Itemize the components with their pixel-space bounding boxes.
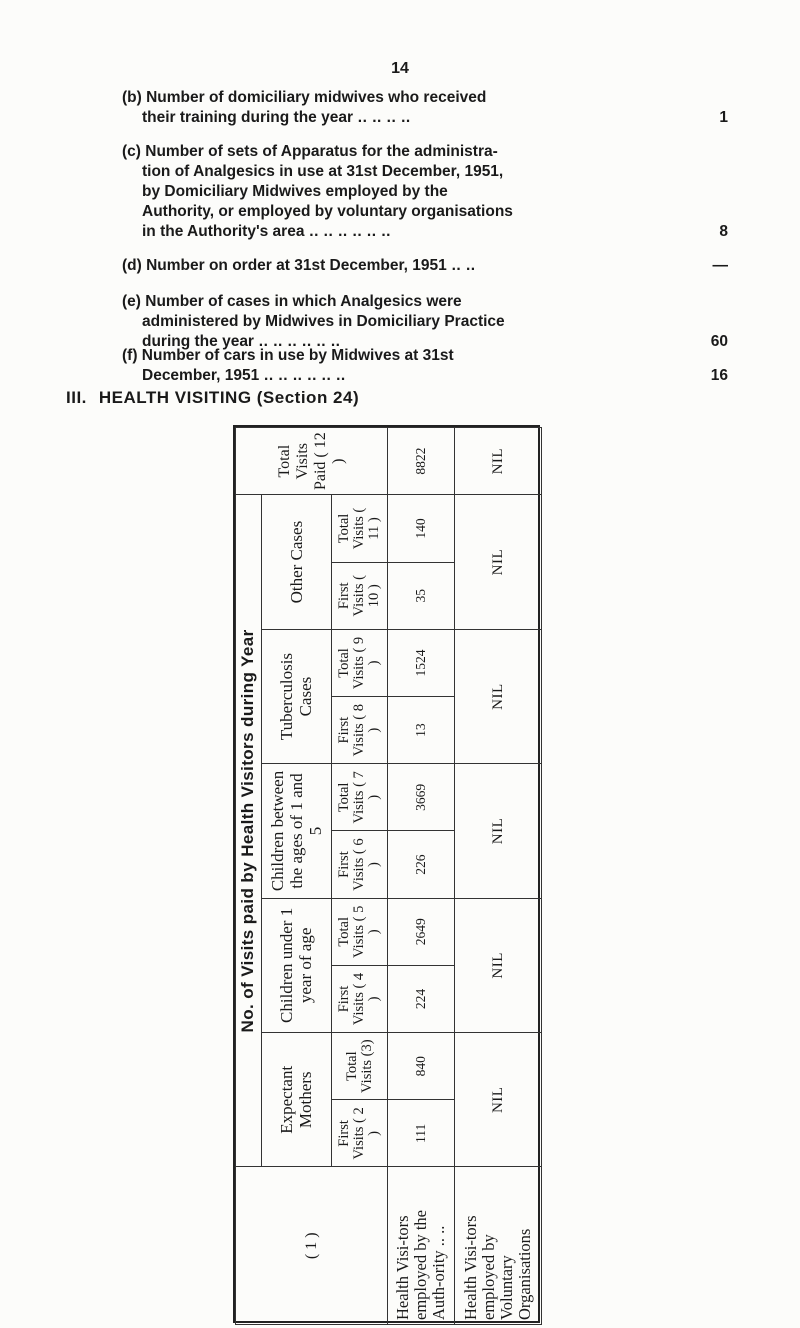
subheader-total-7: Total Visits ( 7 ) — [331, 764, 387, 831]
row-label-authority: Health Visi-tors employed by the Auth-ority .. .. — [388, 1167, 455, 1325]
subheader-total-9: Total Visits ( 9 ) — [331, 629, 387, 696]
subheader-first-6: First Visits ( 6 ) — [331, 831, 387, 898]
item-f-value: 16 — [710, 367, 728, 384]
section-title: HEALTH VISITING (Section 24) — [98, 388, 360, 407]
item-c-line4: Authority, or employed by voluntary organisations — [142, 203, 513, 220]
item-f-line2: December, 1951 .. .. .. .. .. .. — [142, 367, 346, 384]
subheader-first-8: First Visits ( 8 ) — [331, 697, 387, 764]
subheader-total-11: Total Visits ( 11 ) — [331, 495, 387, 562]
item-b-line1: (b) Number of domiciliary midwives who received — [122, 89, 487, 106]
page-number: 14 — [391, 60, 409, 77]
group-children-1-to-5: Children between the ages of 1 and 5 — [261, 764, 331, 898]
col1-header: ( 1 ) — [236, 1167, 388, 1325]
item-c-value: 8 — [719, 223, 728, 240]
subheader-first-2: First Visits ( 2 ) — [331, 1100, 387, 1167]
item-b-line2: their training during the year .. .. .. .. — [142, 109, 411, 126]
table-row — [388, 428, 455, 1325]
cell-nil: NIL — [455, 764, 542, 898]
header-row-super — [236, 428, 262, 1325]
item-c-line3: by Domiciliary Midwives employed by the — [142, 183, 448, 200]
item-b-value: 1 — [719, 109, 728, 126]
cell-value: 224 — [388, 965, 455, 1032]
item-f-line1: (f) Number of cars in use by Midwives at 31st — [122, 347, 454, 364]
item-c-line2: tion of Analgesics in use at 31st December, 1951, — [142, 163, 504, 180]
item-e — [122, 292, 682, 352]
cell-value: 140 — [388, 495, 455, 562]
item-e-value: 60 — [710, 333, 728, 350]
item-c-line1: (c) Number of sets of Apparatus for the administra- — [122, 143, 498, 160]
cell-value: 840 — [388, 1033, 455, 1100]
item-d — [122, 256, 682, 276]
section-number: III. — [66, 388, 87, 407]
group-other-cases: Other Cases — [261, 495, 331, 630]
item-e-line3: during the year .. .. .. .. .. .. — [142, 333, 341, 350]
group-expectant-mothers: Expectant Mothers — [261, 1033, 331, 1167]
item-e-line2: administered by Midwives in Domiciliary Practice — [142, 313, 505, 330]
item-b — [122, 88, 682, 128]
item-c-line5: in the Authority's area .. .. .. .. .. .. — [142, 223, 391, 240]
cell-value: 13 — [388, 697, 455, 764]
health-visiting-table-rotated — [235, 427, 542, 1325]
cell-nil: NIL — [455, 1033, 542, 1167]
row-label-voluntary: Health Visi-tors employed by Voluntary Organisations — [455, 1167, 542, 1325]
subheader-first-10: First Visits ( 10 ) — [331, 562, 387, 629]
super-header: No. of Visits paid by Health Visitors during Year — [236, 495, 262, 1167]
table-row — [455, 428, 542, 1325]
group-tuberculosis-cases: Tuberculosis Cases — [261, 629, 331, 763]
cell-total: 8822 — [388, 428, 455, 495]
cell-nil: NIL — [455, 629, 542, 763]
visits-table — [235, 427, 542, 1325]
cell-value: 111 — [388, 1100, 455, 1167]
cell-value: 1524 — [388, 629, 455, 696]
subheader-first-4: First Visits ( 4 ) — [331, 965, 387, 1032]
item-e-line1: (e) Number of cases in which Analgesics were — [122, 293, 462, 310]
cell-value: 35 — [388, 562, 455, 629]
cell-value: 226 — [388, 831, 455, 898]
item-d-line1: (d) Number on order at 31st December, 1951 .. .. — [122, 257, 476, 274]
item-f — [122, 346, 682, 386]
cell-nil: NIL — [455, 898, 542, 1032]
subheader-total-5: Total Visits ( 5 ) — [331, 898, 387, 965]
section-heading — [66, 388, 359, 408]
item-d-value: — — [712, 257, 728, 274]
item-c — [122, 142, 682, 242]
cell-value: 2649 — [388, 898, 455, 965]
total-visits-header: Total Visits Paid ( 12 ) — [236, 428, 388, 495]
cell-total-nil: NIL — [455, 428, 542, 495]
health-visiting-table — [233, 425, 540, 1323]
cell-nil: NIL — [455, 495, 542, 630]
group-children-under-1: Children under 1 year of age — [261, 898, 331, 1032]
cell-value: 3669 — [388, 764, 455, 831]
subheader-total-3: Total Visits (3) — [331, 1033, 387, 1100]
